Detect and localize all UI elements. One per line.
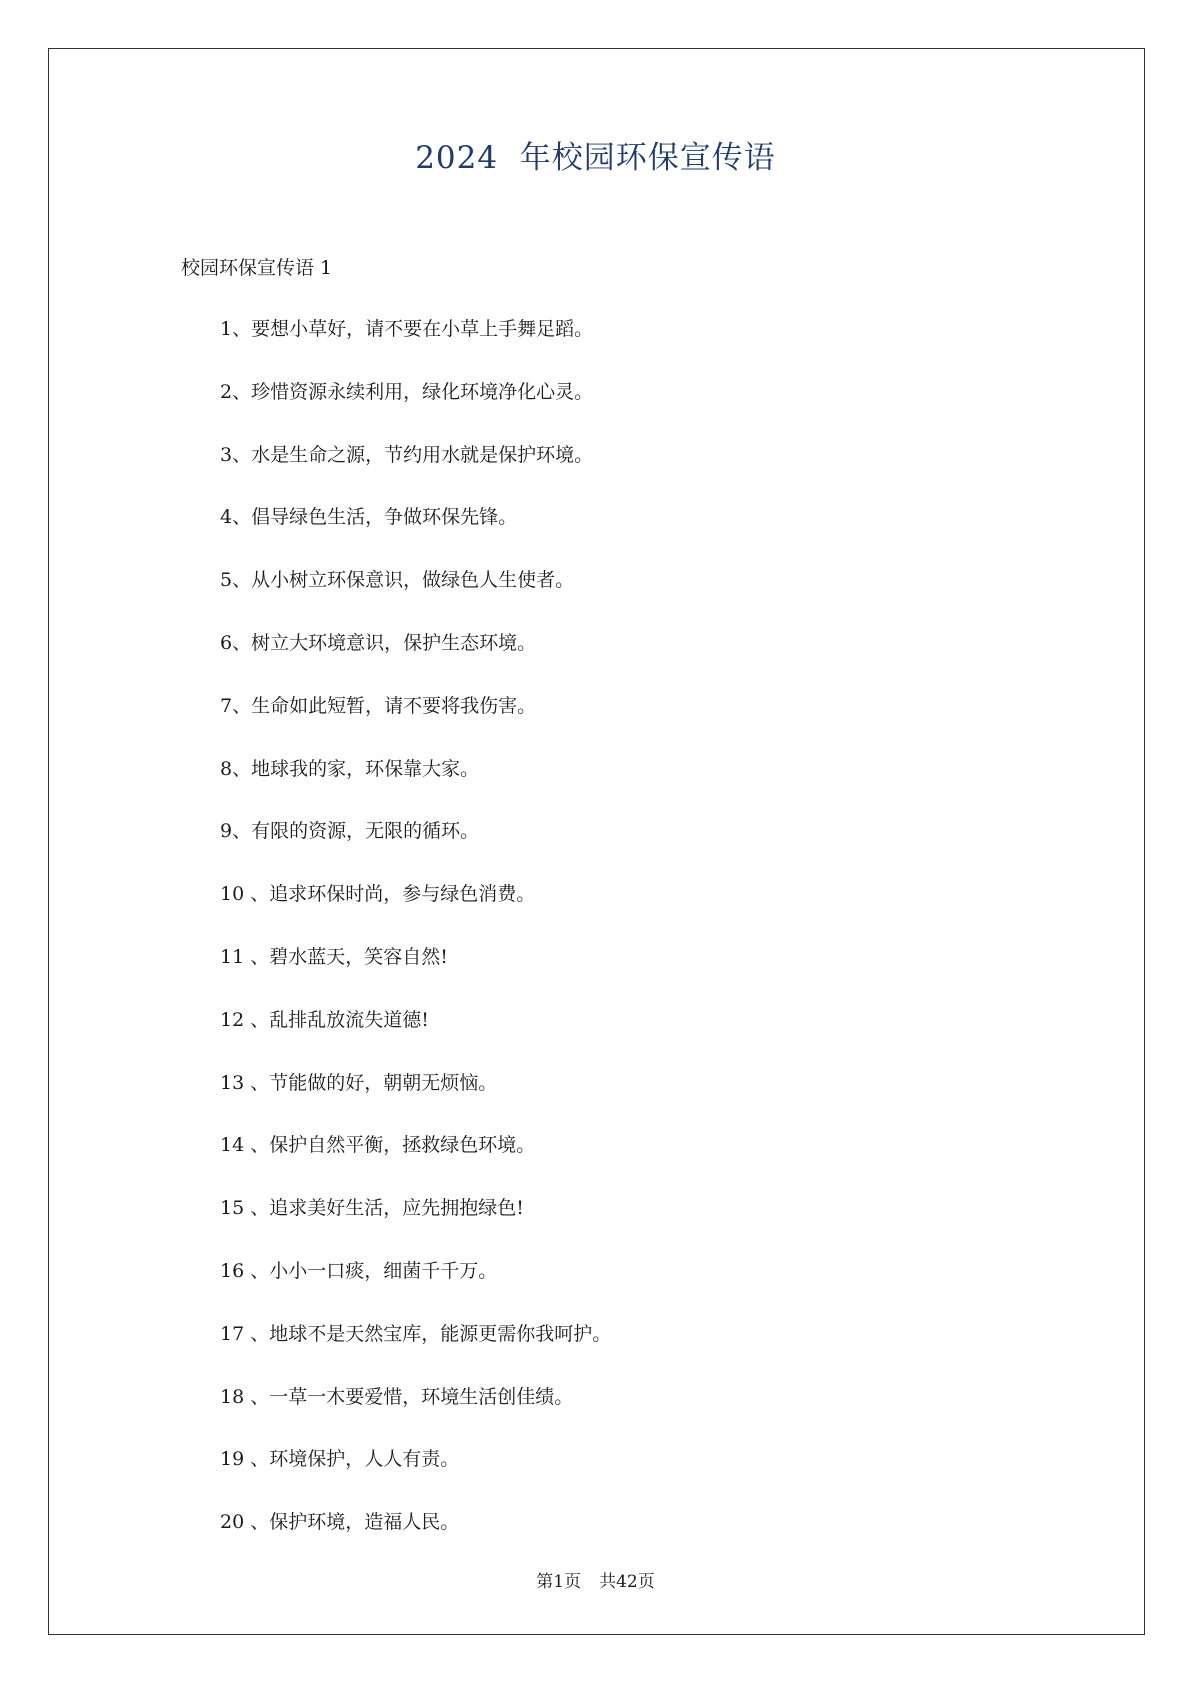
list-item: 9、有限的资源，无限的循环。 (220, 820, 480, 843)
list-item: 19 、环境保护，人人有责。 (220, 1448, 460, 1471)
list-item: 13 、节能做的好，朝朝无烦恼。 (220, 1071, 498, 1094)
list-item: 11 、碧水蓝天，笑容自然! (220, 945, 448, 968)
list-item: 6、树立大环境意识，保护生态环境。 (220, 631, 537, 654)
list-item: 8、地球我的家，环保靠大家。 (220, 757, 480, 780)
list-item: 12 、乱排乱放流失道德! (220, 1008, 429, 1031)
section-heading: 校园环保宣传语 1 (181, 257, 333, 279)
list-item: 5、从小树立环保意识，做绿色人生使者。 (220, 569, 575, 592)
slogan-list (220, 315, 611, 1571)
list-item: 10 、追求环保时尚，参与绿色消费。 (220, 883, 536, 906)
document-title: 2024 年校园环保宣传语 (415, 140, 776, 176)
list-item: 20 、保护环境，造福人民。 (220, 1511, 460, 1534)
list-item: 7、生命如此短暂，请不要将我伤害。 (220, 694, 537, 717)
list-item: 18 、一草一木要爱惜，环境生活创佳绩。 (220, 1385, 574, 1408)
list-item: 15 、追求美好生活，应先拥抱绿色! (220, 1197, 524, 1220)
list-item: 1、要想小草好，请不要在小草上手舞足蹈。 (220, 318, 594, 340)
list-item: 3、水是生命之源，节约用水就是保护环境。 (220, 443, 594, 466)
list-item: 2、珍惜资源永续利用，绿化环境净化心灵。 (220, 380, 594, 403)
page-total: 共42页 (599, 1572, 655, 1592)
list-item: 4、倡导绿色生活，争做环保先锋。 (220, 506, 518, 529)
page-number: 第1页 (536, 1572, 582, 1592)
list-item: 16 、小小一口痰，细菌千千万。 (220, 1259, 498, 1282)
list-item: 17 、地球不是天然宝库，能源更需你我呵护。 (220, 1322, 612, 1345)
list-item: 14 、保护自然平衡，拯救绿色环境。 (220, 1134, 536, 1157)
page-footer (0, 1570, 1191, 1594)
